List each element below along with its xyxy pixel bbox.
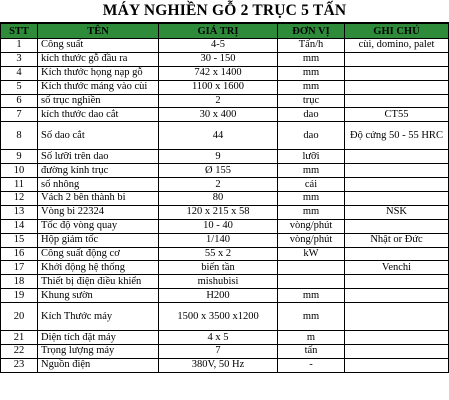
row-note bbox=[345, 52, 449, 66]
row-stt: 12 bbox=[1, 192, 38, 206]
row-name: Diện tích đặt máy bbox=[38, 331, 159, 345]
row-stt: 22 bbox=[1, 345, 38, 359]
row-note bbox=[345, 289, 449, 303]
row-note bbox=[345, 178, 449, 192]
table-row bbox=[1, 164, 449, 178]
row-stt: 5 bbox=[1, 80, 38, 94]
row-unit: Tấn/h bbox=[278, 39, 345, 53]
row-unit: cái bbox=[278, 178, 345, 192]
row-stt: 7 bbox=[1, 108, 38, 122]
row-value: 4-5 bbox=[159, 39, 278, 53]
row-unit: lưỡi bbox=[278, 150, 345, 164]
row-stt: 14 bbox=[1, 219, 38, 233]
row-stt: 4 bbox=[1, 66, 38, 80]
row-name: số trục nghiền bbox=[38, 94, 159, 108]
table-row bbox=[1, 345, 449, 359]
row-stt: 16 bbox=[1, 247, 38, 261]
row-unit: mm bbox=[278, 52, 345, 66]
row-stt: 1 bbox=[1, 39, 38, 53]
row-stt: 18 bbox=[1, 275, 38, 289]
header-stt: STT bbox=[1, 24, 38, 39]
row-stt: 8 bbox=[1, 122, 38, 150]
row-name: Tốc độ vòng quay bbox=[38, 219, 159, 233]
table-row bbox=[1, 219, 449, 233]
row-name: Kích thước máng vào cùi bbox=[38, 80, 159, 94]
page-title: MÁY NGHIỀN GỖ 2 TRỤC 5 TẤN bbox=[0, 0, 449, 23]
table-row bbox=[1, 233, 449, 247]
row-value: 55 x 2 bbox=[159, 247, 278, 261]
table-row bbox=[1, 178, 449, 192]
row-note bbox=[345, 247, 449, 261]
table-row bbox=[1, 247, 449, 261]
row-name: Số lưỡi trên dao bbox=[38, 150, 159, 164]
row-note bbox=[345, 358, 449, 372]
row-stt: 17 bbox=[1, 261, 38, 275]
row-unit: vòng/phút bbox=[278, 219, 345, 233]
header-name: TÊN bbox=[38, 24, 159, 39]
row-name: Hộp giảm tốc bbox=[38, 233, 159, 247]
row-name: kích thước dao cắt bbox=[38, 108, 159, 122]
row-name: đường kính trục bbox=[38, 164, 159, 178]
row-name: Trọng lượng máy bbox=[38, 345, 159, 359]
row-stt: 15 bbox=[1, 233, 38, 247]
table-row bbox=[1, 261, 449, 275]
row-note: Độ cứng 50 - 55 HRC bbox=[345, 122, 449, 150]
row-value: 9 bbox=[159, 150, 278, 164]
row-stt: 23 bbox=[1, 358, 38, 372]
spec-table-body bbox=[1, 39, 449, 373]
row-name: Kích thước họng nạp gỗ bbox=[38, 66, 159, 80]
row-unit: vòng/phút bbox=[278, 233, 345, 247]
header-row bbox=[1, 24, 449, 39]
header-unit: ĐƠN VỊ bbox=[278, 24, 345, 39]
row-value: 2 bbox=[159, 94, 278, 108]
row-value: Ø 155 bbox=[159, 164, 278, 178]
row-unit: dao bbox=[278, 122, 345, 150]
row-unit: dao bbox=[278, 108, 345, 122]
row-name: Công suất bbox=[38, 39, 159, 53]
table-row bbox=[1, 66, 449, 80]
row-unit bbox=[278, 275, 345, 289]
table-row bbox=[1, 52, 449, 66]
row-note: NSK bbox=[345, 205, 449, 219]
row-value: 30 - 150 bbox=[159, 52, 278, 66]
row-unit: mm bbox=[278, 80, 345, 94]
header-value: GIÁ TRỊ bbox=[159, 24, 278, 39]
table-row bbox=[1, 39, 449, 53]
row-unit: mm bbox=[278, 164, 345, 178]
row-note bbox=[345, 275, 449, 289]
table-row bbox=[1, 94, 449, 108]
table-row bbox=[1, 358, 449, 372]
row-note: Venchi bbox=[345, 261, 449, 275]
row-value: biến tần bbox=[159, 261, 278, 275]
row-unit bbox=[278, 261, 345, 275]
row-value: 7 bbox=[159, 345, 278, 359]
row-stt: 6 bbox=[1, 94, 38, 108]
row-value: H200 bbox=[159, 289, 278, 303]
row-note: CT55 bbox=[345, 108, 449, 122]
row-note: cùi, domino, palet bbox=[345, 39, 449, 53]
row-note bbox=[345, 331, 449, 345]
row-name: kích thước gỗ đầu ra bbox=[38, 52, 159, 66]
table-row bbox=[1, 289, 449, 303]
row-unit: tấn bbox=[278, 345, 345, 359]
row-unit: m bbox=[278, 331, 345, 345]
row-stt: 11 bbox=[1, 178, 38, 192]
row-unit: mm bbox=[278, 205, 345, 219]
row-name: Vòng bi 22324 bbox=[38, 205, 159, 219]
row-name: số nhông bbox=[38, 178, 159, 192]
row-name: Nguồn điện bbox=[38, 358, 159, 372]
row-value: 380V, 50 Hz bbox=[159, 358, 278, 372]
row-note bbox=[345, 219, 449, 233]
spec-table bbox=[0, 23, 449, 373]
row-note bbox=[345, 150, 449, 164]
row-stt: 20 bbox=[1, 303, 38, 331]
table-row bbox=[1, 205, 449, 219]
row-note bbox=[345, 164, 449, 178]
row-note bbox=[345, 80, 449, 94]
row-note: Nhật or Đức bbox=[345, 233, 449, 247]
table-row bbox=[1, 80, 449, 94]
row-unit: mm bbox=[278, 66, 345, 80]
table-row bbox=[1, 192, 449, 206]
row-value: 2 bbox=[159, 178, 278, 192]
row-stt: 3 bbox=[1, 52, 38, 66]
row-name: Khởi động hệ thống bbox=[38, 261, 159, 275]
row-name: Vách 2 bên thành bi bbox=[38, 192, 159, 206]
table-row bbox=[1, 150, 449, 164]
row-value: 4 x 5 bbox=[159, 331, 278, 345]
row-value: 120 x 215 x 58 bbox=[159, 205, 278, 219]
row-note bbox=[345, 66, 449, 80]
header-note: GHI CHÚ bbox=[345, 24, 449, 39]
row-stt: 13 bbox=[1, 205, 38, 219]
row-stt: 19 bbox=[1, 289, 38, 303]
table-row bbox=[1, 275, 449, 289]
row-unit: mm bbox=[278, 192, 345, 206]
row-stt: 9 bbox=[1, 150, 38, 164]
table-row bbox=[1, 303, 449, 331]
row-name: Khung sườn bbox=[38, 289, 159, 303]
row-stt: 21 bbox=[1, 331, 38, 345]
row-value: 30 x 400 bbox=[159, 108, 278, 122]
row-value: mishubisi bbox=[159, 275, 278, 289]
row-note bbox=[345, 94, 449, 108]
row-note bbox=[345, 192, 449, 206]
row-value: 44 bbox=[159, 122, 278, 150]
row-note bbox=[345, 345, 449, 359]
row-unit: mm bbox=[278, 289, 345, 303]
row-unit: - bbox=[278, 358, 345, 372]
table-row bbox=[1, 108, 449, 122]
row-value: 10 - 40 bbox=[159, 219, 278, 233]
row-value: 742 x 1400 bbox=[159, 66, 278, 80]
row-value: 1/140 bbox=[159, 233, 278, 247]
row-value: 1500 x 3500 x1200 bbox=[159, 303, 278, 331]
row-stt: 10 bbox=[1, 164, 38, 178]
row-unit: trục bbox=[278, 94, 345, 108]
row-value: 80 bbox=[159, 192, 278, 206]
row-name: Số dao cắt bbox=[38, 122, 159, 150]
row-unit: mm bbox=[278, 303, 345, 331]
row-name: Công suất động cơ bbox=[38, 247, 159, 261]
row-unit: kW bbox=[278, 247, 345, 261]
table-row bbox=[1, 122, 449, 150]
row-note bbox=[345, 303, 449, 331]
table-row bbox=[1, 331, 449, 345]
row-name: Kích Thước máy bbox=[38, 303, 159, 331]
row-name: Thiết bị điện điều khiển bbox=[38, 275, 159, 289]
row-value: 1100 x 1600 bbox=[159, 80, 278, 94]
